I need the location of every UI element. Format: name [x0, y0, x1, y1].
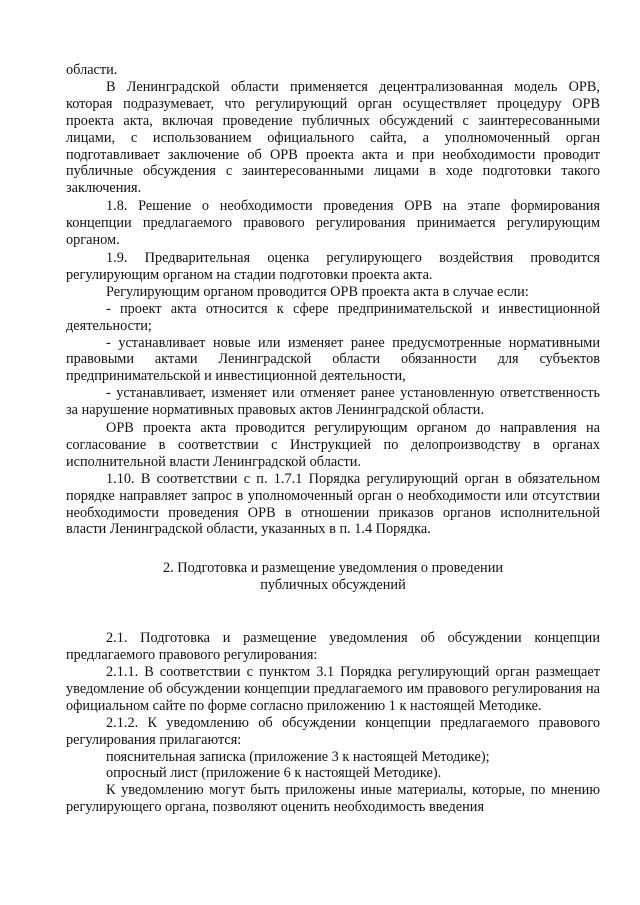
section-heading-line: публичных обсуждений	[260, 577, 406, 594]
list-item: - устанавливает новые или изменяет ранее предусмотренные нормативными правовыми актами Ленинградской области обязанности для субъектов предпринимательской и инвестиционной деятельности,	[66, 334, 600, 385]
paragraph: 2.1.1. В соответствии с пунктом 3.1 Порядка регулирующий орган размещает уведомление об обсуждении концепции предлагаемого им правового регулирования на официальном сайте по форме согласно приложению 1 к настоящей Методике.	[66, 664, 600, 714]
paragraph: 2.1. Подготовка и размещение уведомления об обсуждении концепции предлагаемого правового регулирования:	[66, 630, 600, 664]
document-page	[66, 62, 600, 816]
list-item: - устанавливает, изменяет или отменяет ранее установленную ответственность за нарушение нормативных правовых актов Ленинградской области.	[66, 385, 600, 419]
paragraph: 1.8. Решение о необходимости проведения ОРВ на этапе формирования концепции предлагаемого правового регулирования принимается регулирующим органом.	[66, 198, 600, 249]
paragraph: области.	[66, 62, 118, 78]
section-heading-line: 2. Подготовка и размещение уведомления о проведении	[162, 560, 503, 577]
paragraph: 2.1.2. К уведомлению об обсуждении концепции предлагаемого правового регулирования прилагаются:	[66, 714, 600, 748]
paragraph: 1.10. В соответствии с п. 1.7.1 Порядка регулирующий орган в обязательном порядке направляет запрос в уполномоченный орган о необходимости или отсутствии необходимости проведения ОРВ в отношении приказов органов исполнительной власти Ленинградской области, указанных в п. 1.4 Порядка.	[66, 470, 600, 538]
paragraph: К уведомлению могут быть приложены иные материалы, которые, по мнению регулирующего органа, позволяют оценить необходимость введения	[66, 782, 600, 816]
list-item: пояснительная записка (приложение 3 к настоящей Методике);	[106, 748, 490, 765]
paragraph: ОРВ проекта акта проводится регулирующим органом до направления на согласование в соответствии с Инструкцией по делопроизводству в органах исполнительной власти Ленинградской области.	[66, 420, 600, 470]
paragraph: В Ленинградской области применяется децентрализованная модель ОРВ, которая подразумевает, что регулирующий орган осуществляет процедуру ОРВ проекта акта, включая проведение публичных обсуждений с заинтересованными лицами, с использованием официального сайта, а уполномоченный орган подготавливает заключение об ОРВ проекта акта и при необходимости проводит публичные обсуждения с заинтересованными лицами в ходе подготовки такого заключения.	[66, 78, 600, 197]
list-item: опросный лист (приложение 6 к настоящей Методике).	[106, 765, 442, 782]
list-item: - проект акта относится к сфере предпринимательской и инвестиционной деятельности;	[66, 300, 600, 334]
paragraph: Регулирующим органом проводится ОРВ проекта акта в случае если:	[106, 283, 529, 300]
section-heading	[66, 560, 600, 594]
paragraph: 1.9. Предварительная оценка регулирующего воздействия проводится регулирующим органом на стадии подготовки проекта акта.	[66, 249, 600, 283]
